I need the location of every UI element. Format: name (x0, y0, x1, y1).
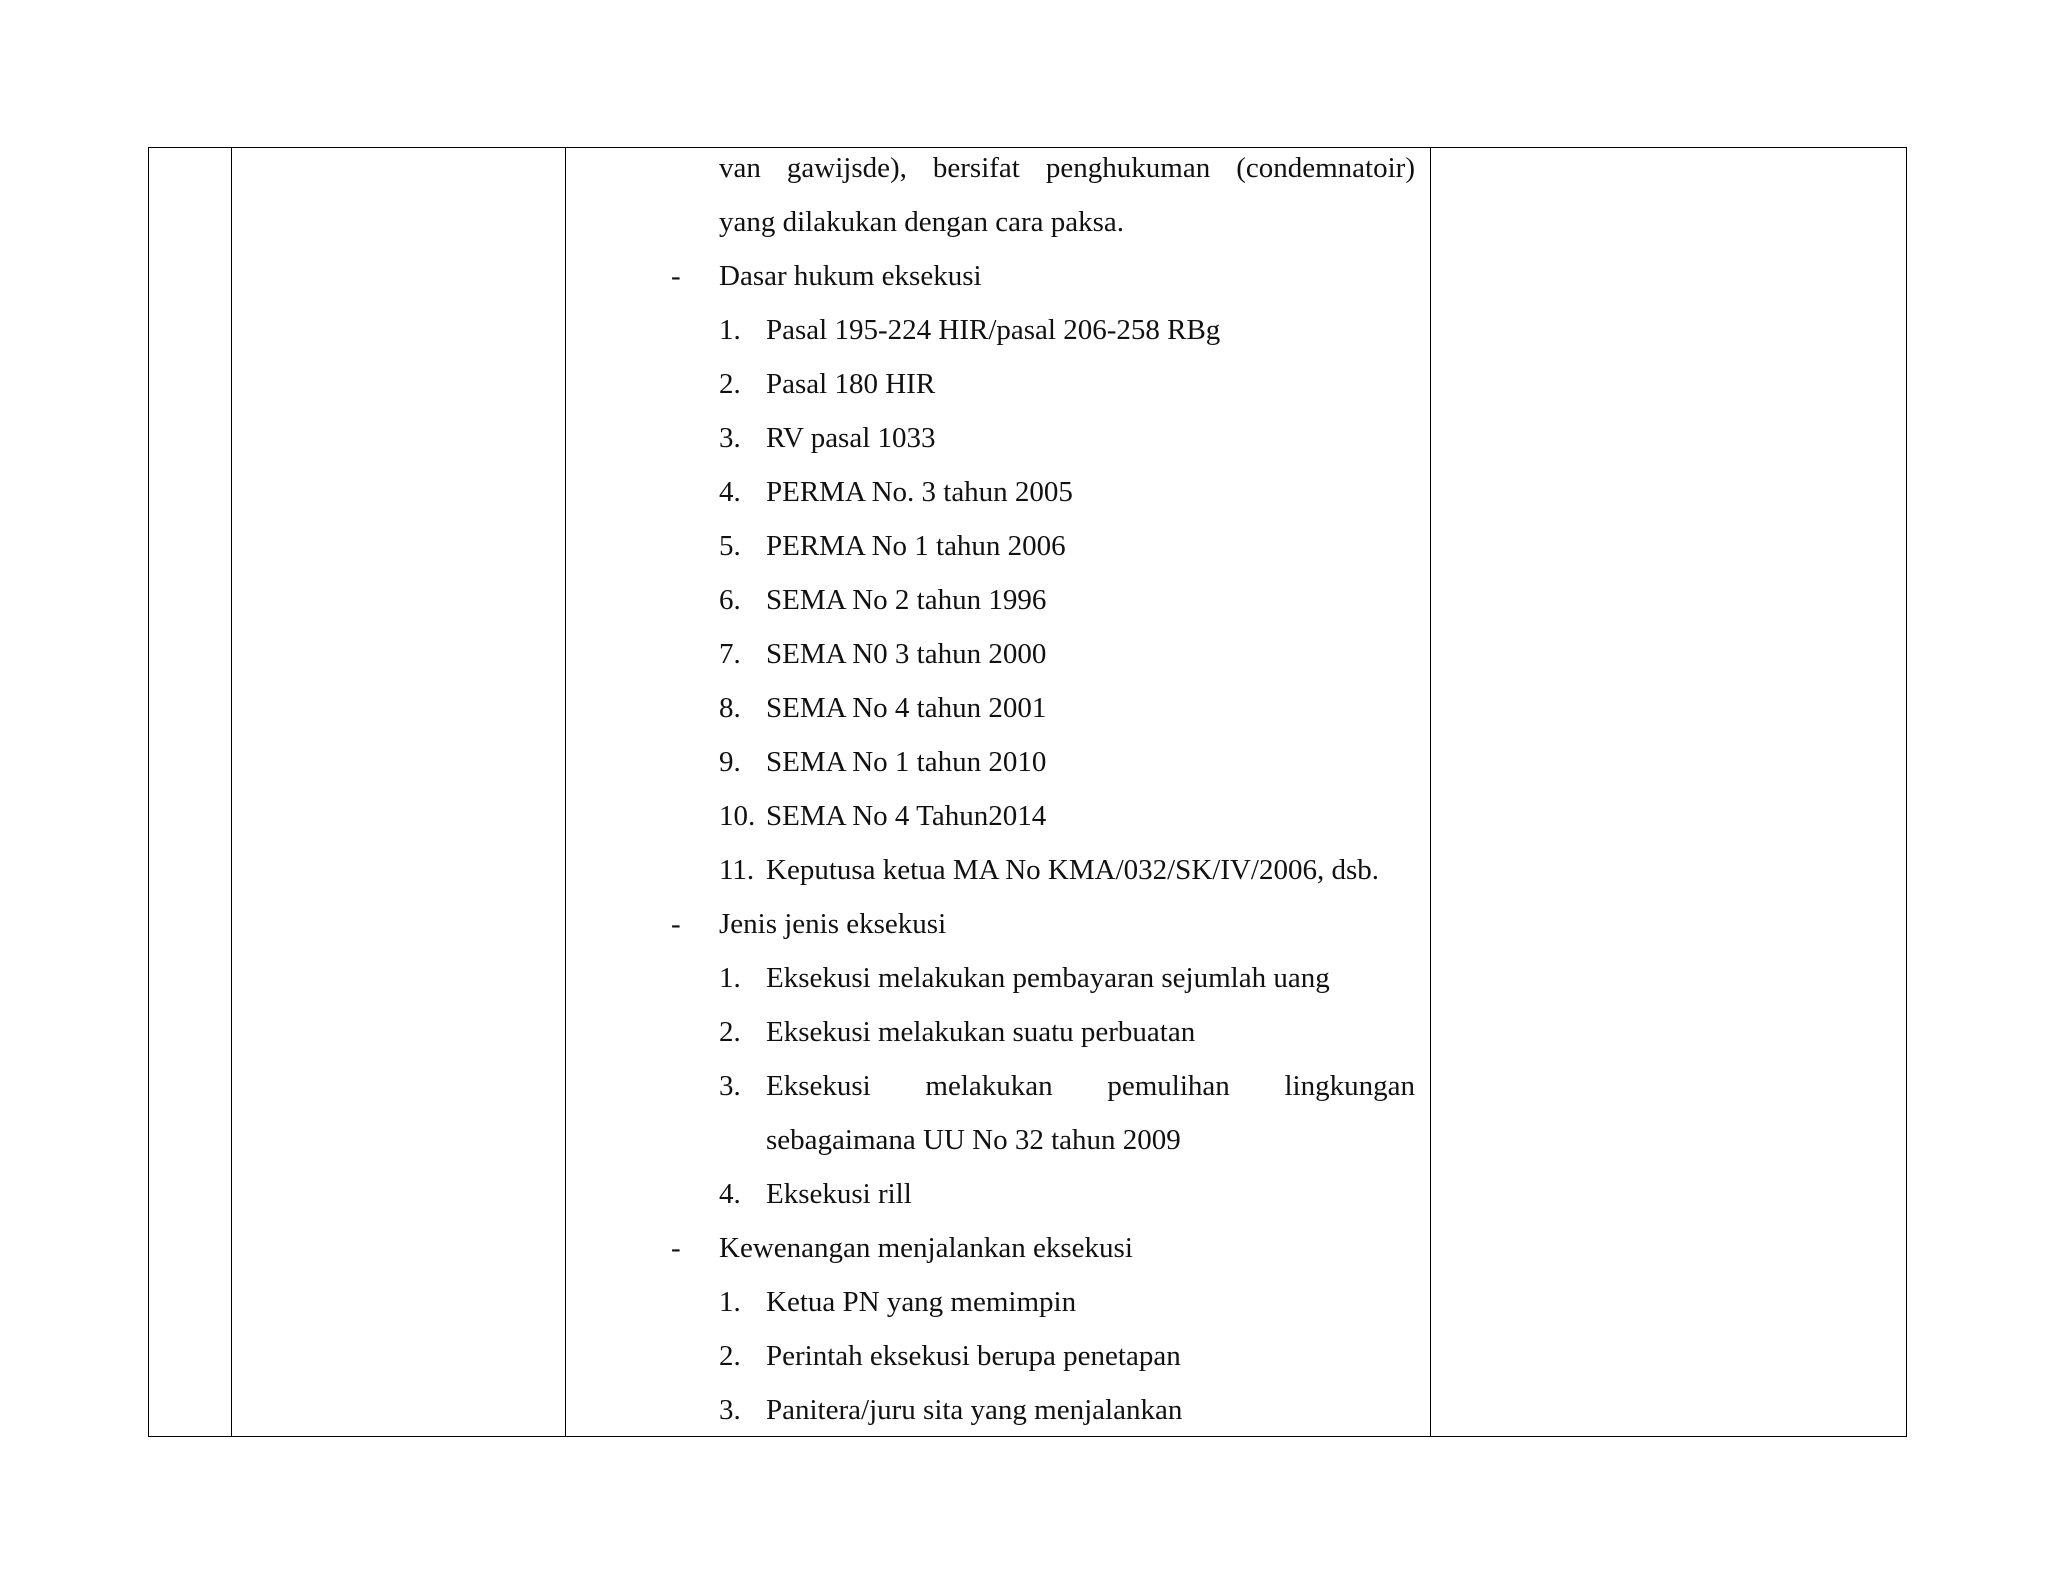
list-item: Keputusa ketua MA No KMA/032/SK/IV/2006, dsb. (766, 854, 1380, 886)
list-item: Pasal 195-224 HIR/pasal 206-258 RBg (766, 314, 1221, 346)
list-number: 9. (719, 746, 741, 778)
list-item: SEMA No 1 tahun 2010 (766, 746, 1047, 778)
list-item: Panitera/juru sita yang menjalankan (766, 1394, 1183, 1426)
list-number: 6. (719, 584, 741, 616)
list-number: 1. (719, 962, 741, 994)
continuation-line-2: yang dilakukan dengan cara paksa. (719, 206, 1125, 238)
list-item: Eksekusi melakukan pembayaran sejumlah uang (766, 962, 1330, 994)
section-heading: Kewenangan menjalankan eksekusi (719, 1232, 1133, 1264)
list-item: SEMA No 4 tahun 2001 (766, 692, 1047, 724)
bullet-dash: - (671, 260, 681, 292)
list-item: PERMA No 1 tahun 2006 (766, 530, 1066, 562)
section-heading: Jenis jenis eksekusi (719, 908, 947, 940)
list-number: 5. (719, 530, 741, 562)
bullet-dash: - (671, 908, 681, 940)
list-item: PERMA No. 3 tahun 2005 (766, 476, 1073, 508)
list-item: Pasal 180 HIR (766, 368, 936, 400)
list-item: Perintah eksekusi berupa penetapan (766, 1340, 1181, 1372)
list-number: 7. (719, 638, 741, 670)
table (148, 147, 1907, 1437)
list-number: 3. (719, 422, 741, 454)
list-number: 2. (719, 1016, 741, 1048)
list-item: Eksekusi melakukan pemulihan lingkungan (766, 1070, 1415, 1102)
list-item: Ketua PN yang memimpin (766, 1286, 1077, 1318)
list-number: 2. (719, 1340, 741, 1372)
list-number: 3. (719, 1394, 741, 1426)
list-number: 2. (719, 368, 741, 400)
list-item: SEMA N0 3 tahun 2000 (766, 638, 1047, 670)
list-number: 4. (719, 1178, 741, 1210)
list-item: RV pasal 1033 (766, 422, 936, 454)
list-item-continuation: sebagaimana UU No 32 tahun 2009 (766, 1124, 1181, 1156)
list-item: Eksekusi melakukan suatu perbuatan (766, 1016, 1196, 1048)
continuation-line-1: van gawijsde), bersifat penghukuman (condemnatoir) (719, 152, 1415, 184)
bullet-dash: - (671, 1232, 681, 1264)
list-number: 1. (719, 1286, 741, 1318)
list-item: SEMA No 4 Tahun2014 (766, 800, 1047, 832)
list-number: 8. (719, 692, 741, 724)
list-item: Eksekusi rill (766, 1178, 912, 1210)
list-number: 3. (719, 1070, 741, 1102)
list-number: 11. (719, 854, 755, 886)
list-number: 10. (719, 800, 756, 832)
list-item: SEMA No 2 tahun 1996 (766, 584, 1047, 616)
content-cell (149, 148, 1906, 1436)
list-number: 1. (719, 314, 741, 346)
list-number: 4. (719, 476, 741, 508)
section-heading: Dasar hukum eksekusi (719, 260, 982, 292)
